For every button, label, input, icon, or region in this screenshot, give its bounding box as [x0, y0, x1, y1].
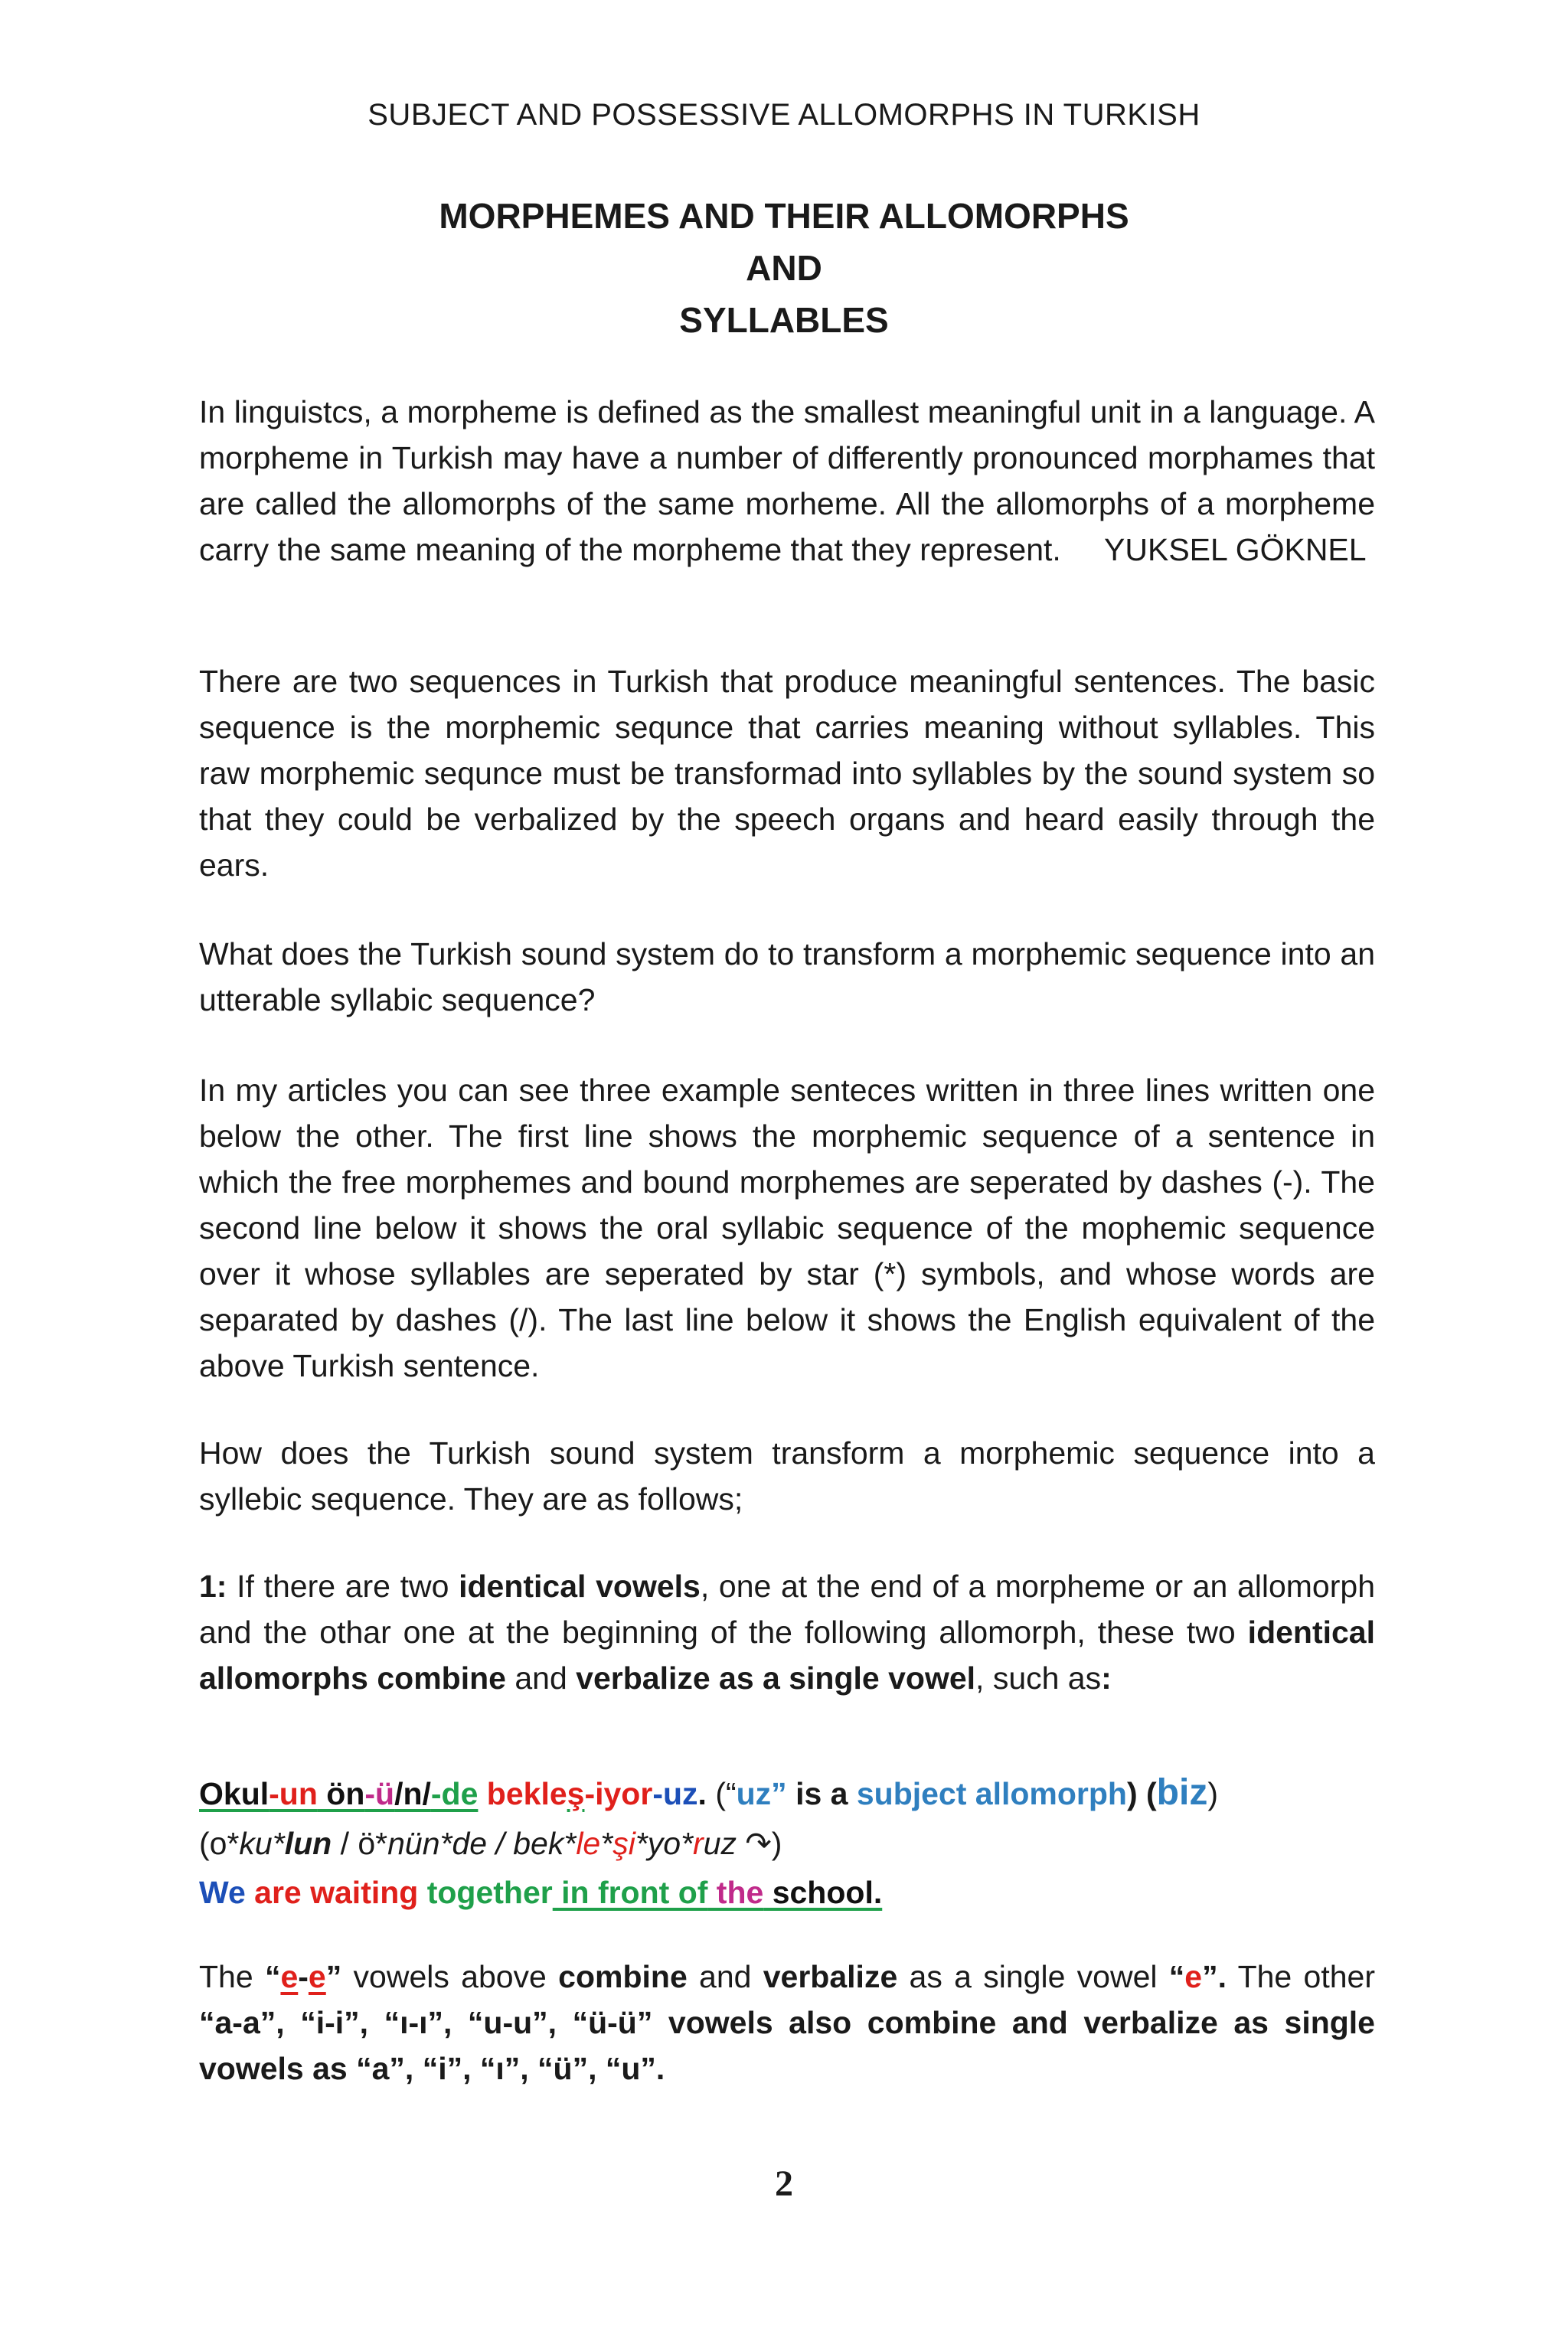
text-part: vowels above: [341, 1959, 559, 1994]
paragraph-example-explanation: In my articles you can see three example senteces written in three lines written one below the other. The first line shows the morphemic sequence of a sentence in which the free morphemes and bound morphemes are seperated by dashes (-). The second line below it shows the oral syllabic sequence of the mophemic sequence over it whose syllables are seperated by star (*) symbols, and whose words are separated by dashes (/). The last line below it shows the English equivalent of the above Turkish sentence.: [199, 1073, 1375, 1383]
paragraph-morpheme-definition: [199, 389, 1375, 573]
english-school: school.: [763, 1875, 883, 1910]
paragraph-rule-1: [199, 1563, 1375, 1701]
note-open: (“: [706, 1776, 737, 1811]
syllable-part: / bek*: [487, 1826, 577, 1861]
morpheme-okul: Okul: [199, 1776, 270, 1811]
paragraph-vowel-combination: [199, 1954, 1375, 2091]
paragraph-text: In linguistcs, a morpheme is defined as the smallest meaningful unit in a language. A morpheme in Turkish may have a number of differently pronounced morphames that are called the allomorphs of the same morheme. All the allomorphs of a morpheme carry the same meaning of the morpheme that they represent.: [199, 394, 1375, 567]
page-title: [0, 190, 1568, 346]
text-part: as a single vowel: [897, 1959, 1169, 1994]
morpheme-uz: -uz: [652, 1776, 698, 1811]
note-subject-allomorph: subject allomorph: [856, 1776, 1127, 1811]
page-number: 2: [775, 2163, 793, 2204]
vowel-e: e: [280, 1959, 299, 1994]
text-part: “: [1168, 1959, 1185, 1994]
syllable-le: le: [576, 1826, 601, 1861]
morpheme-iyor: -iyor: [584, 1776, 653, 1811]
morpheme-un: -un: [269, 1776, 318, 1811]
text-part: The other: [1227, 1959, 1375, 1994]
text-part: -: [298, 1959, 309, 1994]
paragraph-how-transform: How does the Turkish sound system transform a morphemic sequence into a syllebic sequence. They are as follows;: [199, 1435, 1375, 1517]
text-emphasis: “a-a”, “i-i”, “ı-ı”, “u-u”, “ü-ü” vowels also combine and verbalize as single vowels as “a”, “i”, “ı”, “ü”, “u”.: [199, 2005, 1375, 2086]
english-are-waiting: are waiting: [245, 1875, 419, 1910]
author-name: YUKSEL GÖKNEL: [1104, 532, 1367, 567]
english-we: We: [199, 1875, 246, 1910]
title-line-3: SYLLABLES: [679, 300, 889, 340]
note-close: ) (: [1126, 1776, 1157, 1811]
syllable-part: ku*: [239, 1826, 285, 1861]
example-english-line: [199, 1869, 1424, 1915]
note-uz: uz”: [736, 1776, 787, 1811]
rule-text: , one at the end of a morpheme or an allomorph and the othar one at the beginning of the following allomorph, these two: [199, 1569, 1375, 1650]
rule-colon: :: [1101, 1660, 1112, 1696]
rule-number: 1:: [199, 1569, 227, 1604]
syllable-part: / ö*: [332, 1826, 388, 1861]
text-emphasis: combine: [558, 1959, 688, 1994]
liaison-arc-icon: ↷): [745, 1826, 782, 1861]
note-end: ): [1207, 1776, 1218, 1811]
rule-emphasis: identical vowels: [459, 1569, 701, 1604]
morpheme-de: -de: [430, 1776, 479, 1811]
syllable-uz: uz: [703, 1826, 737, 1861]
morpheme-n: /n/: [394, 1776, 431, 1811]
syllable-star: *: [600, 1826, 613, 1861]
title-line-2: AND: [746, 248, 822, 288]
english-together: together: [418, 1875, 553, 1910]
example-syllabic-line: [199, 1820, 1424, 1866]
note-biz: biz: [1156, 1772, 1208, 1813]
rule-emphasis: verbalize as a single vowel: [576, 1660, 976, 1696]
morpheme-bekle: bekle: [478, 1776, 567, 1811]
rule-text: , such as: [975, 1660, 1102, 1696]
note-is-a: is a: [786, 1776, 857, 1811]
syllable-part: *yo*: [635, 1826, 694, 1861]
text-part: ”.: [1202, 1959, 1227, 1994]
english-the: the: [707, 1875, 764, 1910]
rule-text: and: [505, 1660, 577, 1696]
rule-emphasis: identical allomorphs combine: [199, 1615, 1375, 1696]
text-part: “: [264, 1959, 281, 1994]
vowel-e-single: e: [1184, 1959, 1203, 1994]
vowel-e: e: [308, 1959, 326, 1994]
text-emphasis: verbalize: [763, 1959, 898, 1994]
running-head: SUBJECT AND POSSESSIVE ALLOMORPHS IN TURKISH: [368, 98, 1200, 132]
english-in-front-of: in front of: [552, 1875, 708, 1910]
syllable-si: şi: [612, 1826, 635, 1861]
example-morphemic-line: [199, 1770, 1424, 1817]
morpheme-u: -ü: [364, 1776, 395, 1811]
sentence-period: .: [697, 1776, 707, 1811]
rule-text: If there are two: [227, 1569, 459, 1604]
title-line-1: MORPHEMES AND THEIR ALLOMORPHS: [439, 196, 1129, 236]
syllable-r: r: [693, 1826, 704, 1861]
syllable-lun: lun: [284, 1826, 332, 1861]
paragraph-two-sequences: There are two sequences in Turkish that produce meaningful sentences. The basic sequence is the morphemic sequnce that carries meaning without syllables. This raw morphemic sequnce must be transformad into syllables by the sound system so that they could be verbalized by the speech organs and heard easily through the ears.: [199, 664, 1375, 883]
morpheme-on: ön: [317, 1776, 365, 1811]
text-part: The: [199, 1959, 265, 1994]
text-part: ”: [325, 1959, 342, 1994]
syllable-part: (o*: [199, 1826, 240, 1861]
syllable-part: nün*de: [387, 1826, 488, 1861]
paragraph-question: What does the Turkish sound system do to transform a morphemic sequence into an utterable syllabic sequence?: [199, 936, 1375, 1017]
syllable-space: [737, 1826, 745, 1861]
morpheme-s: ş: [567, 1776, 585, 1811]
text-part: and: [687, 1959, 763, 1994]
